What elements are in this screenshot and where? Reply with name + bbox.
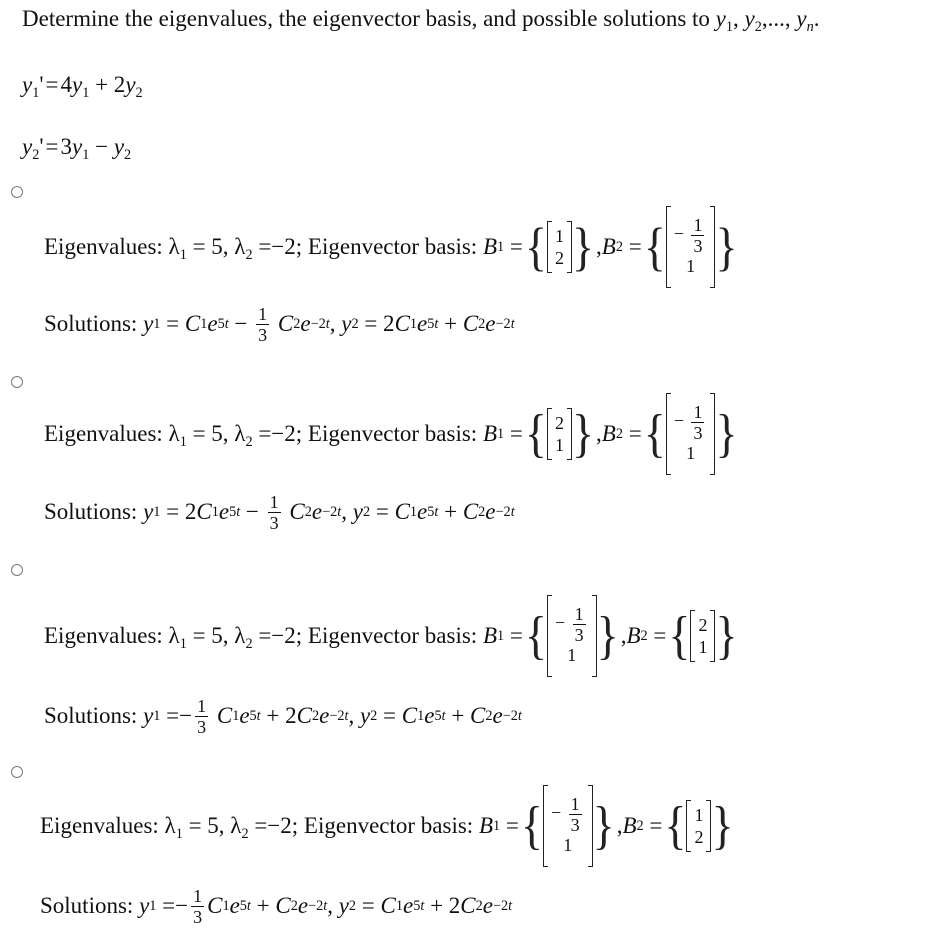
eigenvalues-label: Eigenvalues: (44, 234, 163, 259)
option-1-solution: Solutions: y 1 = C 1 e 5t − $\frac{1}{3}$ C 2 e −2t , y 2 = 2 C 1 e 5t + C 2 e −2t (44, 303, 515, 345)
prompt-text: Determine the eigenvalues, the eigenvector basis, and possible solutions to (22, 6, 716, 31)
solutions-label: Solutions: (44, 499, 138, 524)
lambda-values: $\lambda_1 = 5$, $\lambda_2 =-2$; (168, 623, 308, 652)
option-3-B2: { 2 1 } (668, 606, 738, 665)
lambda-values: $\lambda_1 = 5$, $\lambda_2 =-2$; (168, 234, 308, 263)
equation-2: $y_2'=3y_1 - y_2$ (22, 134, 132, 163)
option-1-radio[interactable] (11, 186, 23, 198)
option-4-eigen-line: Eigenvalues: $\lambda_1 = 5$, $\lambda_2 =-2$; Eigenvector basis: B 1 = { − $\frac{1}{3}$ 1 } , B 2 = { 1 2 } (40, 774, 736, 878)
eigenvalues-label: Eigenvalues: (40, 813, 159, 838)
option-3-solution: Solutions: y 1 =− $\frac{1}{3}$ C 1 e 5t + 2 C 2 e −2t , y 2 = C 1 e 5t + C 2 e −2t (44, 695, 522, 737)
option-2-radio[interactable] (11, 376, 23, 388)
eigenvalues-label: Eigenvalues: (44, 623, 163, 648)
option-4-radio[interactable] (11, 766, 23, 778)
option-3-B1: { − $\frac{1}{3}$ 1 } (525, 595, 619, 677)
equation-1: $y_1'=4y_1 + 2y_2$ (22, 72, 143, 101)
option-2-B1: { 2 1 } (524, 404, 595, 463)
option-3-eigen-line: Eigenvalues: $\lambda_1 = 5$, $\lambda_2 =-2$; Eigenvector basis: B 1 = { − $\frac{1}{3}$ 1 } , B 2 = { 2 1 } (44, 584, 740, 688)
lambda-values: $\lambda_1 = 5$, $\lambda_2 =-2$; (168, 421, 308, 450)
option-2-eigen-line: Eigenvalues: $\lambda_1 = 5$, $\lambda_2 =-2$; Eigenvector basis: B 1 = { 2 1 } , B 2 = { − $\frac{1}{3}$ 1 } (44, 390, 740, 478)
option-1-eigen-line: Eigenvalues: $\lambda_1 = 5$, $\lambda_2 =-2$; Eigenvector basis: B 1 = { 1 2 } , B 2 = { − $\frac{1}{3}$ 1 } (44, 202, 740, 292)
option-2-solution: Solutions: y 1 = 2 C 1 e 5t − $\frac{1}{3}$ C 2 e −2t , y 2 = C 1 e 5t + C 2 e −2t (44, 491, 515, 533)
solutions-label: Solutions: (44, 703, 138, 728)
lambda-values: $\lambda_1 = 5$, $\lambda_2 =-2$; (164, 813, 304, 842)
question-prompt (22, 6, 820, 35)
option-4-B1: { − $\frac{1}{3}$ 1 } (521, 785, 615, 867)
option-4-solution: Solutions: y 1 =− $\frac{1}{3}$ C 1 e 5t + C 2 e −2t , y 2 = C 1 e 5t + 2 C 2 e −2t (40, 885, 513, 927)
eigenvector-basis-label: Eigenvector basis: (307, 623, 478, 648)
solutions-label: Solutions: (40, 893, 134, 918)
eigenvector-basis-label: Eigenvector basis: (307, 234, 478, 259)
eigenvector-basis-label: Eigenvector basis: (307, 421, 478, 446)
option-3-radio[interactable] (11, 564, 23, 576)
eigenvalues-label: Eigenvalues: (44, 421, 163, 446)
option-1-B2: { − $\frac{1}{3}$ 1 } (644, 206, 738, 288)
option-1-B1: { 1 2 } (524, 217, 595, 276)
option-2-B2: { − $\frac{1}{3}$ 1 } (644, 393, 738, 475)
option-4-B2: { 1 2 } (664, 796, 734, 855)
prompt-variables: $y_1$, $y_2$,..., $y_n$. (715, 6, 820, 35)
solutions-label: Solutions: (44, 311, 138, 336)
eigenvector-basis-label: Eigenvector basis: (303, 813, 474, 838)
